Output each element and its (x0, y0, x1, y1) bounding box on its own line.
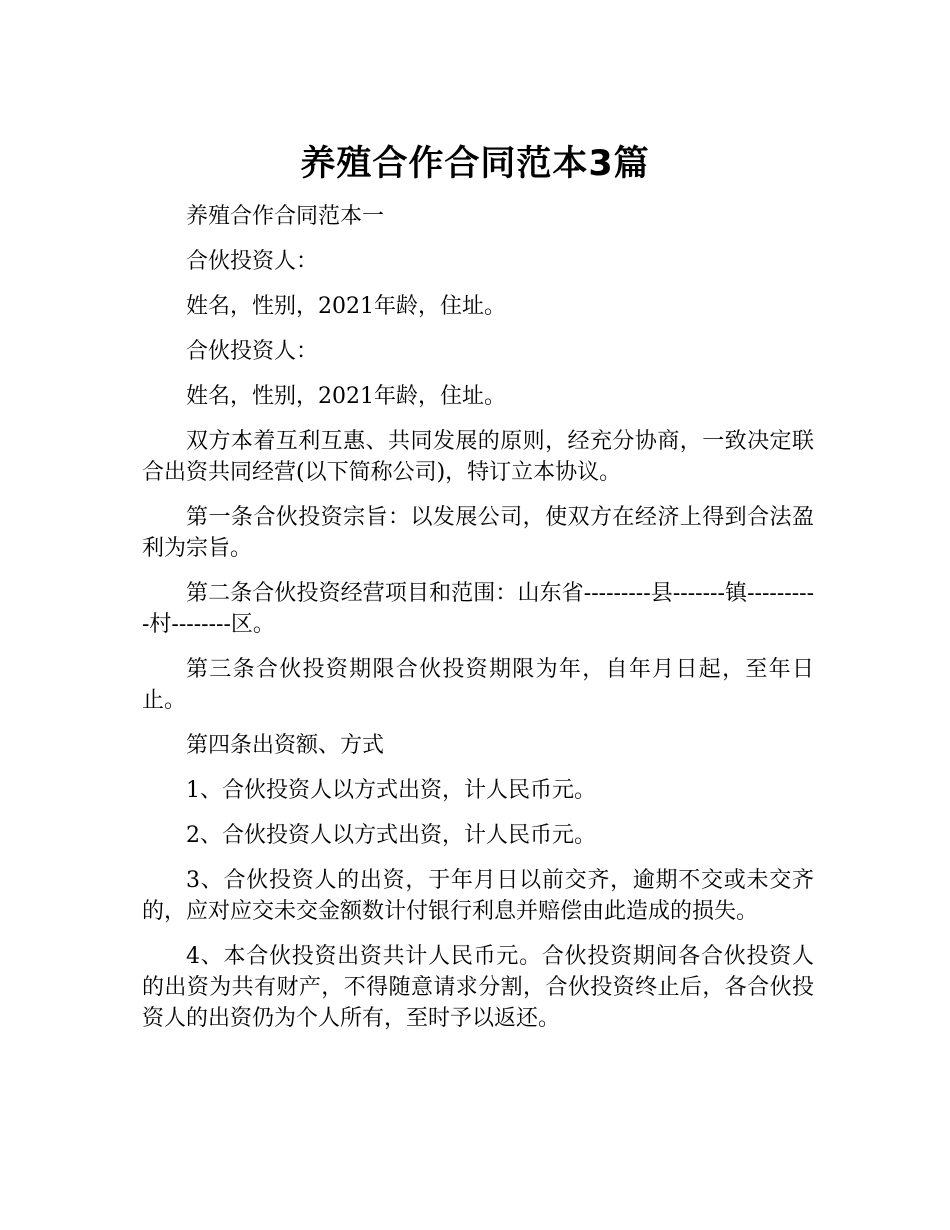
article-4-heading: 第四条出资额、方式 (186, 733, 385, 758)
investor-info-2: 姓名，性别，2021年龄，住址。 (186, 384, 506, 409)
preamble-paragraph: 双方本着互利互惠、共同发展的原则，经充分协商，一致决定联合出资共同经营(以下简称公司)，特订立本协议。 (142, 429, 814, 485)
article-3: 第三条合伙投资期限合伙投资期限为年，自年月日起，至年日止。 (142, 657, 814, 713)
article-4-item-1: 1、合伙投资人以方式出资，计人民币元。 (186, 778, 596, 803)
article-2: 第二条合伙投资经营项目和范围：山东省---------县-------镇----------村--------区。 (142, 581, 814, 637)
article-4-item-3: 3、合伙投资人的出资，于年月日以前交齐，逾期不交或未交齐的，应对应交未交金额数计付银行利息并赔偿由此造成的损失。 (142, 868, 814, 924)
document-title: 养殖合作合同范本3篇 (300, 144, 650, 185)
article-4-item-2: 2、合伙投资人以方式出资，计人民币元。 (186, 823, 596, 848)
article-4-item-4: 4、本合伙投资出资共计人民币元。合伙投资期间各合伙投资人的出资为共有财产，不得随意请求分割，合伙投资终止后，各合伙投资人的出资仍为个人所有，至时予以返还。 (142, 944, 814, 1031)
investor-label-1: 合伙投资人： (186, 249, 319, 274)
article-1: 第一条合伙投资宗旨：以发展公司，使双方在经济上得到合法盈利为宗旨。 (142, 505, 814, 561)
section-heading: 养殖合作合同范本一 (186, 204, 385, 229)
document-body (142, 201, 814, 1048)
investor-label-2: 合伙投资人： (186, 339, 319, 364)
investor-info-1: 姓名，性别，2021年龄，住址。 (186, 294, 506, 319)
